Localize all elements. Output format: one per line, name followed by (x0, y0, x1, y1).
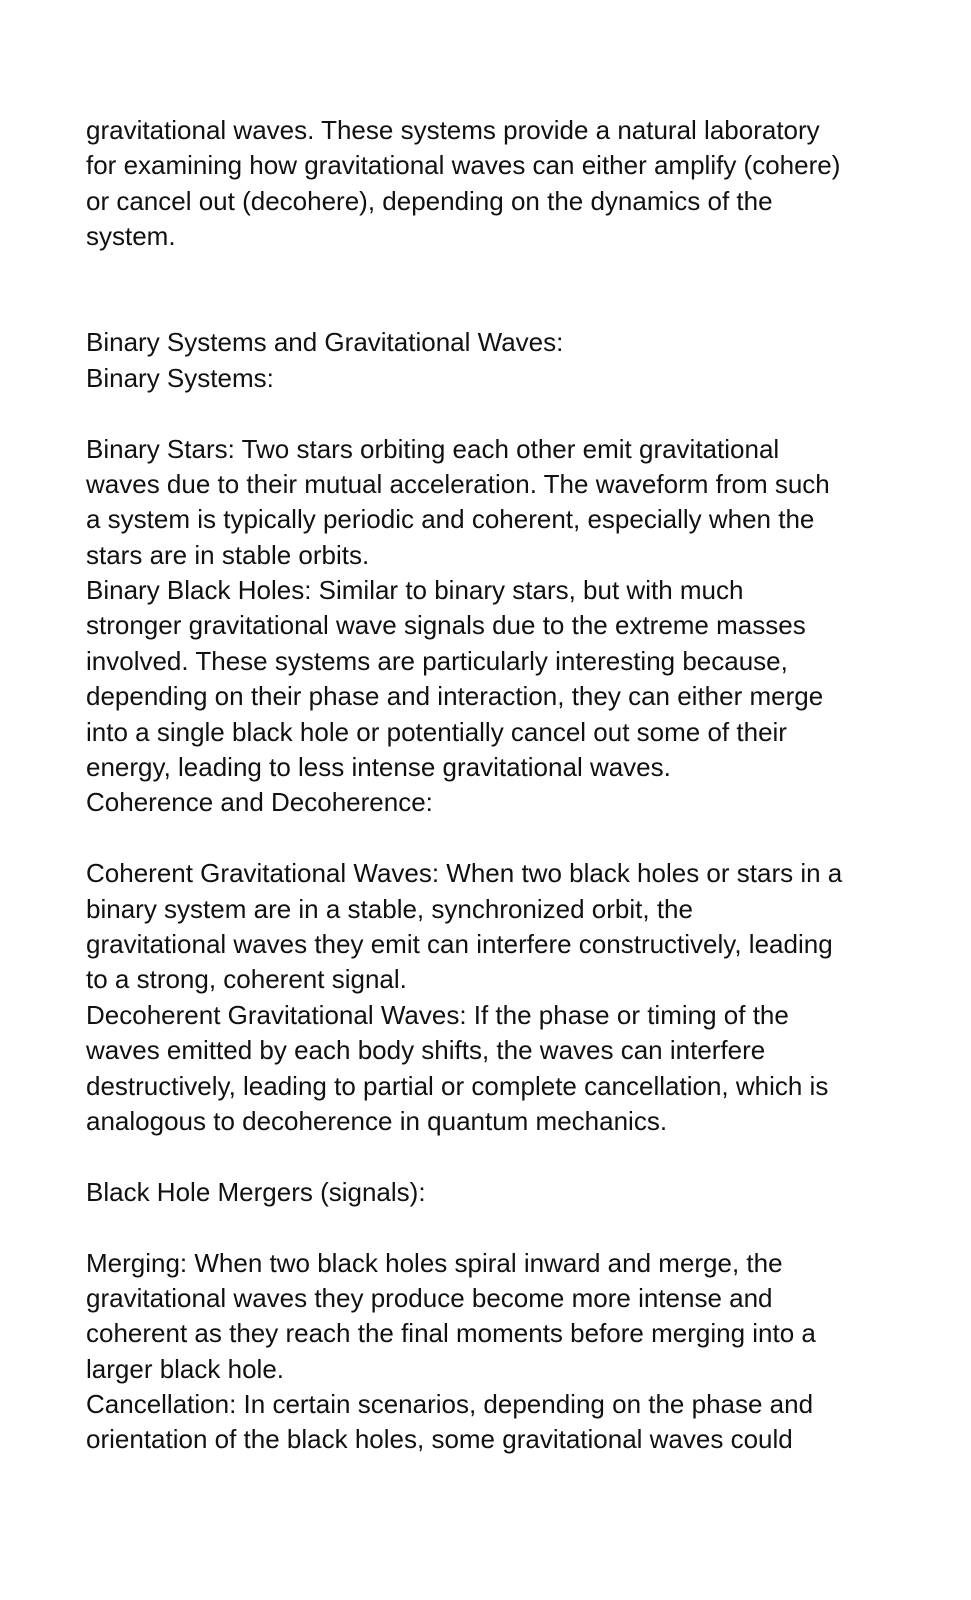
text-line: waves emitted by each body shifts, the waves can interfere (86, 1035, 766, 1066)
binary-systems-paragraph (86, 432, 906, 821)
text-line: or cancel out (decohere), depending on the dynamics of the (86, 185, 773, 216)
section-heading: Binary Systems and Gravitational Waves: (86, 327, 564, 358)
text-line: orientation of the black holes, some gravitational waves could (86, 1424, 793, 1455)
text-line: binary system are in a stable, synchronized orbit, the (86, 893, 693, 924)
section-subheading: Binary Systems: (86, 362, 274, 393)
document-page (86, 113, 906, 1458)
intro-paragraph (86, 113, 906, 255)
text-line: Binary Black Holes: Similar to binary stars, but with much (86, 575, 744, 606)
text-line: system. (86, 221, 176, 252)
text-line: Decoherent Gravitational Waves: If the phase or timing of the (86, 999, 789, 1030)
text-line: larger black hole. (86, 1353, 284, 1384)
text-line: gravitational waves. These systems provide a natural laboratory (86, 115, 820, 145)
text-line: coherent as they reach the final moments before merging into a (86, 1318, 816, 1349)
spacer (86, 821, 906, 856)
text-line: stars are in stable orbits. (86, 539, 370, 570)
text-line: waves due to their mutual acceleration. The waveform from such (86, 468, 830, 499)
text-line: depending on their phase and interaction, they can either merge (86, 681, 824, 712)
text-line: for examining how gravitational waves can either amplify (cohere) (86, 150, 841, 181)
text-line: Cancellation: In certain scenarios, depending on the phase and (86, 1389, 814, 1420)
spacer (86, 255, 906, 326)
text-line: gravitational waves they emit can interfere constructively, leading (86, 929, 833, 959)
text-line: stronger gravitational wave signals due to the extreme masses (86, 610, 806, 641)
coherence-paragraph (86, 856, 906, 1139)
text-line: analogous to decoherence in quantum mechanics. (86, 1105, 668, 1136)
text-line: Binary Stars: Two stars orbiting each other emit gravitational (86, 433, 780, 464)
text-line: Merging: When two black holes spiral inward and merge, the (86, 1247, 783, 1278)
text-line: to a strong, coherent signal. (86, 964, 407, 995)
text-line: into a single black hole or potentially cancel out some of their (86, 716, 787, 747)
text-line: destructively, leading to partial or complete cancellation, which is (86, 1070, 829, 1101)
text-line: gravitational waves they produce become more intense and (86, 1282, 773, 1313)
spacer (86, 1139, 906, 1174)
text-line: Coherent Gravitational Waves: When two black holes or stars in a (86, 858, 843, 889)
spacer (86, 396, 906, 431)
mergers-heading: Black Hole Mergers (signals): (86, 1176, 426, 1207)
spacer (86, 1210, 906, 1245)
mergers-paragraph (86, 1246, 906, 1458)
text-line: Coherence and Decoherence: (86, 787, 433, 818)
text-line: energy, leading to less intense gravitational waves. (86, 752, 671, 783)
text-line: a system is typically periodic and coherent, especially when the (86, 504, 815, 535)
text-line: involved. These systems are particularly interesting because, (86, 645, 788, 676)
